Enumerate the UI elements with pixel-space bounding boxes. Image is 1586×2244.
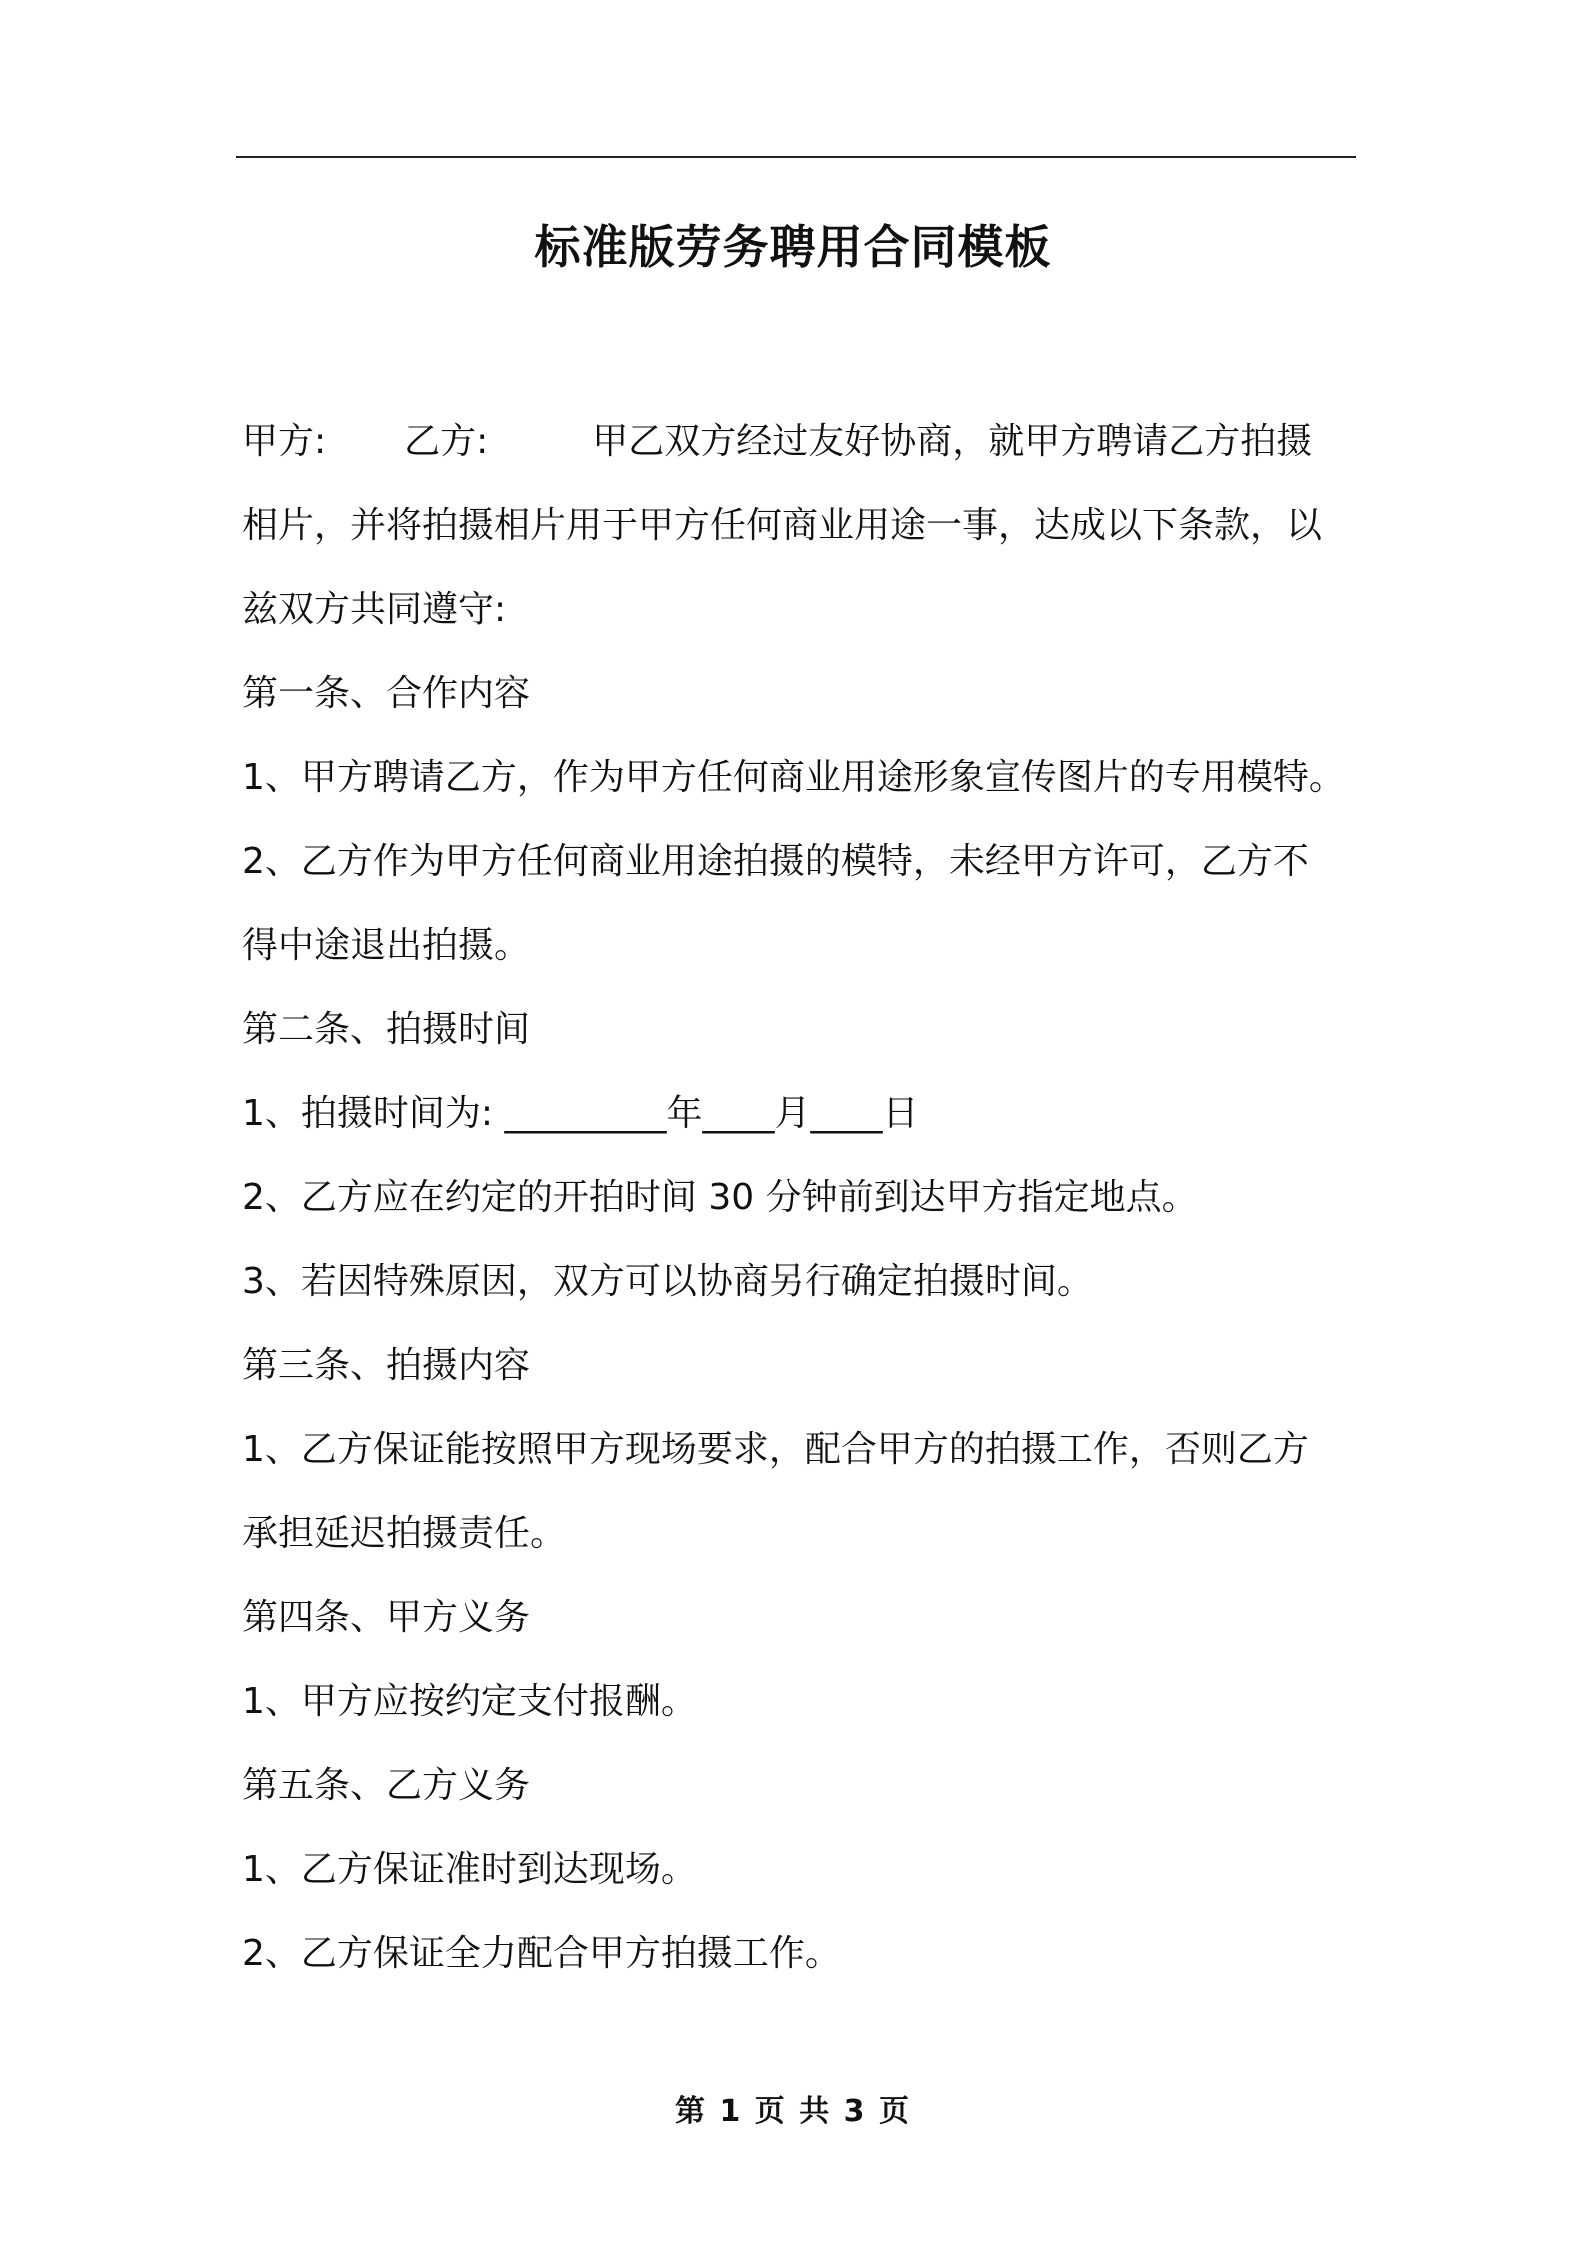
clause-line: 3、若因特殊原因，双方可以协商另行确定拍摄时间。: [242, 1261, 1093, 1302]
header-rule: [236, 156, 1356, 158]
clause-line: 1、乙方保证准时到达现场。: [242, 1849, 697, 1890]
party-b-label: 乙方:: [404, 421, 489, 462]
section-heading: 第五条、乙方义务: [242, 1765, 531, 1806]
section-heading: 第三条、拍摄内容: [242, 1345, 531, 1386]
document-title: 标准版劳务聘用合同模板: [534, 220, 1052, 274]
clause-line: 承担延迟拍摄责任。: [242, 1513, 567, 1554]
intro-line-3: 兹双方共同遵守:: [242, 589, 507, 630]
page-number-footer: 第 1 页 共 3 页: [675, 2094, 911, 2129]
intro-line-2: 相片，并将拍摄相片用于甲方任何商业用途一事，达成以下条款，以: [242, 505, 1323, 546]
intro-line-1: [242, 400, 1366, 484]
party-a-label: 甲方:: [242, 421, 327, 462]
intro-text: 甲乙双方经过友好协商，就甲方聘请乙方拍摄: [592, 421, 1313, 462]
clause-line: 2、乙方作为甲方任何商业用途拍摄的模特，未经甲方许可，乙方不: [242, 841, 1309, 882]
clause-line: 1、甲方聘请乙方，作为甲方任何商业用途形象宣传图片的专用模特。: [242, 757, 1345, 798]
section-heading: 第四条、甲方义务: [242, 1597, 531, 1638]
clause-line: 2、乙方保证全力配合甲方拍摄工作。: [242, 1933, 841, 1974]
clause-line: 1、甲方应按约定支付报酬。: [242, 1681, 697, 1722]
clause-line: 1、拍摄时间为: _________年____月____日: [242, 1093, 919, 1134]
clause-line: 1、乙方保证能按照甲方现场要求，配合甲方的拍摄工作，否则乙方: [242, 1429, 1309, 1470]
clause-line: 得中途退出拍摄。: [242, 925, 531, 966]
section-heading: 第一条、合作内容: [242, 673, 531, 714]
document-body: [242, 400, 1366, 1996]
section-heading: 第二条、拍摄时间: [242, 1009, 531, 1050]
clause-line: 2、乙方应在约定的开拍时间 30 分钟前到达甲方指定地点。: [242, 1177, 1198, 1218]
